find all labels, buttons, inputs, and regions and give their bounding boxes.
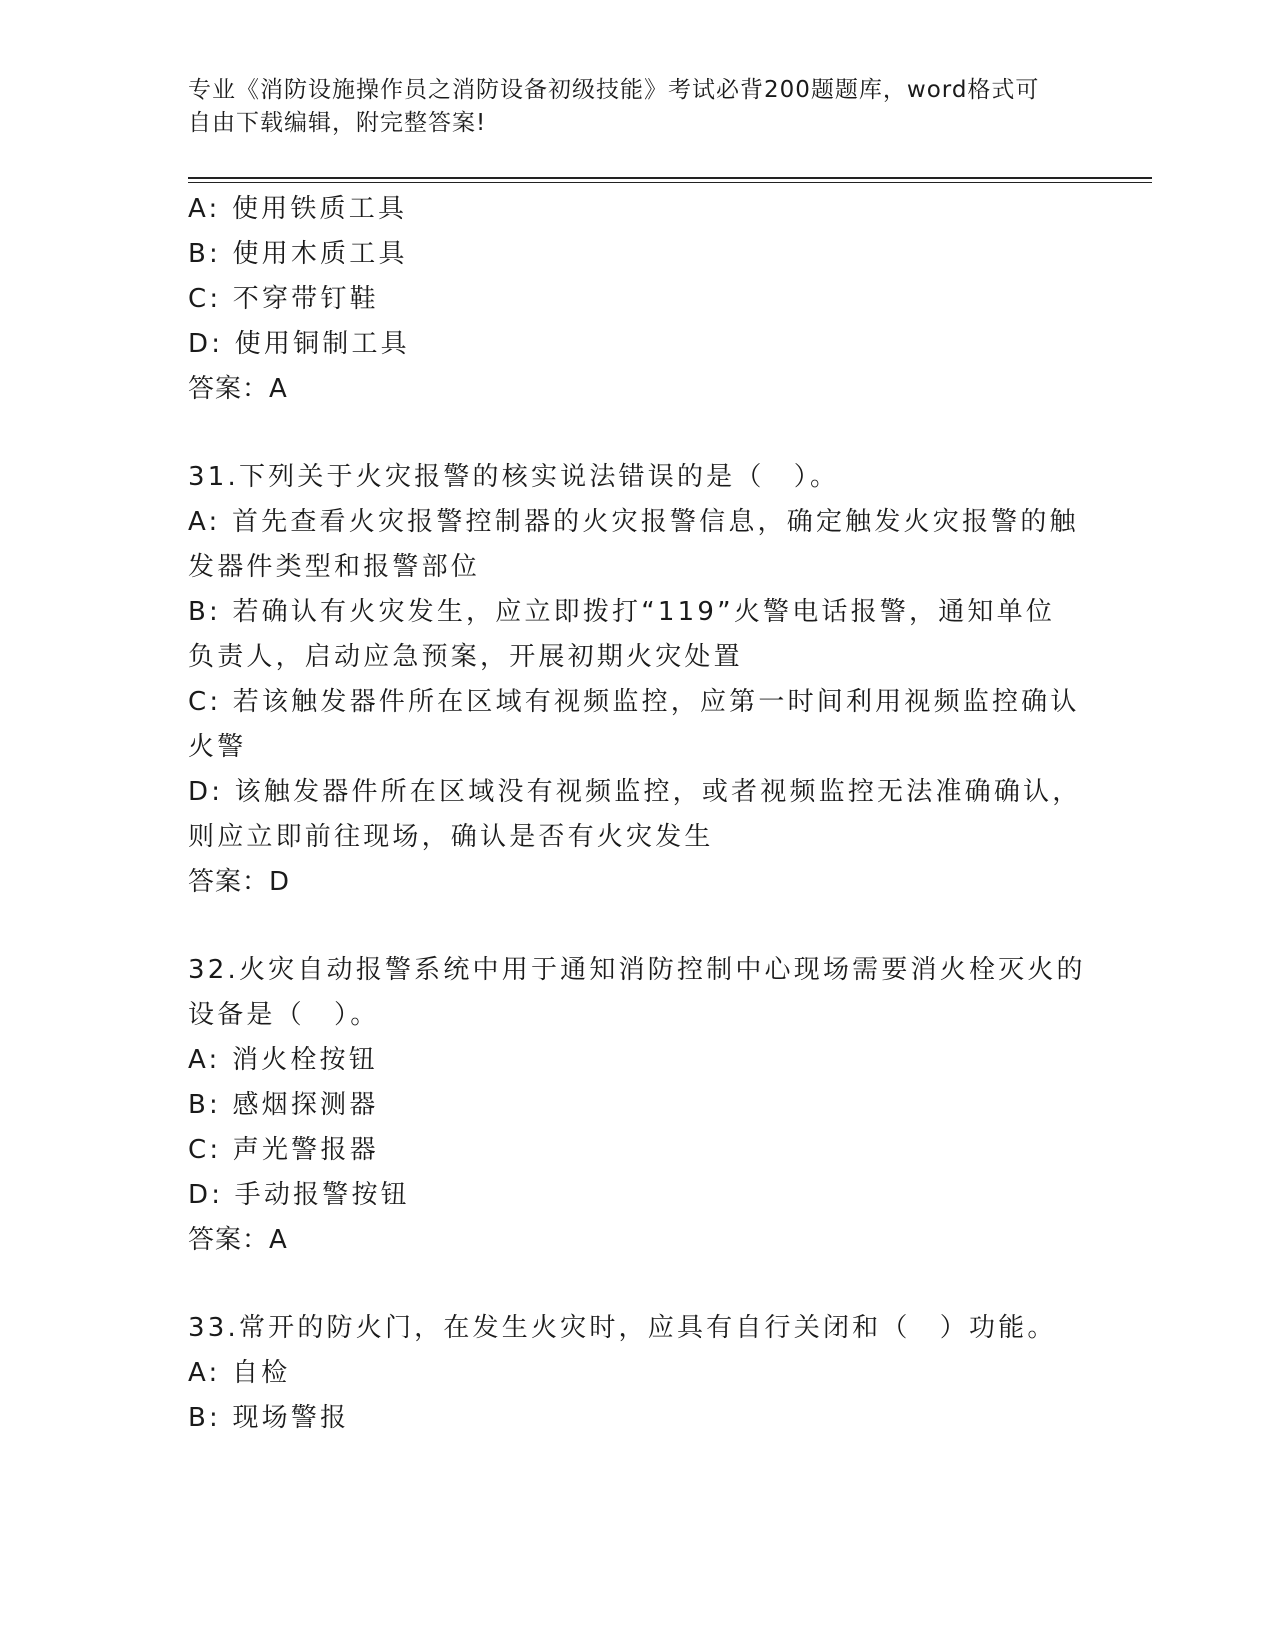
- q31-option-c-line2: 火警: [188, 732, 247, 762]
- q33-option-a: A: 自检: [188, 1358, 291, 1388]
- q33-option-b: B: 现场警报: [188, 1403, 350, 1433]
- q32-option-b: B: 感烟探测器: [188, 1090, 379, 1120]
- q30-answer: 答案：A: [188, 374, 288, 404]
- document-header: [188, 74, 1068, 140]
- q31-option-b-line2: 负责人，启动应急预案，开展初期火灾处置: [188, 642, 743, 672]
- q31-option-d-line2: 则应立即前往现场，确认是否有火灾发生: [188, 822, 714, 852]
- header-divider-thin: [188, 182, 1152, 183]
- q32-option-d: D: 手动报警按钮: [188, 1180, 410, 1210]
- header-line-2: 自由下载编辑，附完整答案!: [188, 110, 487, 136]
- q31-stem: 31.下列关于火灾报警的核实说法错误的是（ ）。: [188, 462, 840, 492]
- q31-option-b-line1: B: 若确认有火灾发生，应立即拨打“119”火警电话报警，通知单位: [188, 597, 1056, 627]
- header-line-1: 专业《消防设施操作员之消防设备初级技能》考试必背200题题库，word格式可: [188, 77, 1040, 103]
- q31-answer: 答案：D: [188, 867, 291, 897]
- q31-option-a-line1: A: 首先查看火灾报警控制器的火灾报警信息，确定触发火灾报警的触: [188, 507, 1079, 537]
- q32-stem-line1: 32.火灾自动报警系统中用于通知消防控制中心现场需要消火栓灭火的: [188, 955, 1086, 985]
- q30-option-d: D: 使用铜制工具: [188, 329, 410, 359]
- q30-option-a: A: 使用铁质工具: [188, 194, 408, 224]
- q31-option-d-line1: D: 该触发器件所在区域没有视频监控，或者视频监控无法准确确认，: [188, 777, 1082, 807]
- q32-option-a: A: 消火栓按钮: [188, 1045, 378, 1075]
- q30-option-b: B: 使用木质工具: [188, 239, 408, 269]
- q32-stem-line2: 设备是（ ）。: [188, 1000, 380, 1030]
- header-divider-thick: [188, 177, 1152, 179]
- q32-option-c: C: 声光警报器: [188, 1135, 379, 1165]
- q31-option-c-line1: C: 若该触发器件所在区域有视频监控，应第一时间利用视频监控确认: [188, 687, 1080, 717]
- q30-option-c: C: 不穿带钉鞋: [188, 284, 379, 314]
- q31-option-a-line2: 发器件类型和报警部位: [188, 552, 481, 582]
- q32-answer: 答案：A: [188, 1225, 288, 1255]
- q33-stem: 33.常开的防火门，在发生火灾时，应具有自行关闭和（ ）功能。: [188, 1313, 1057, 1343]
